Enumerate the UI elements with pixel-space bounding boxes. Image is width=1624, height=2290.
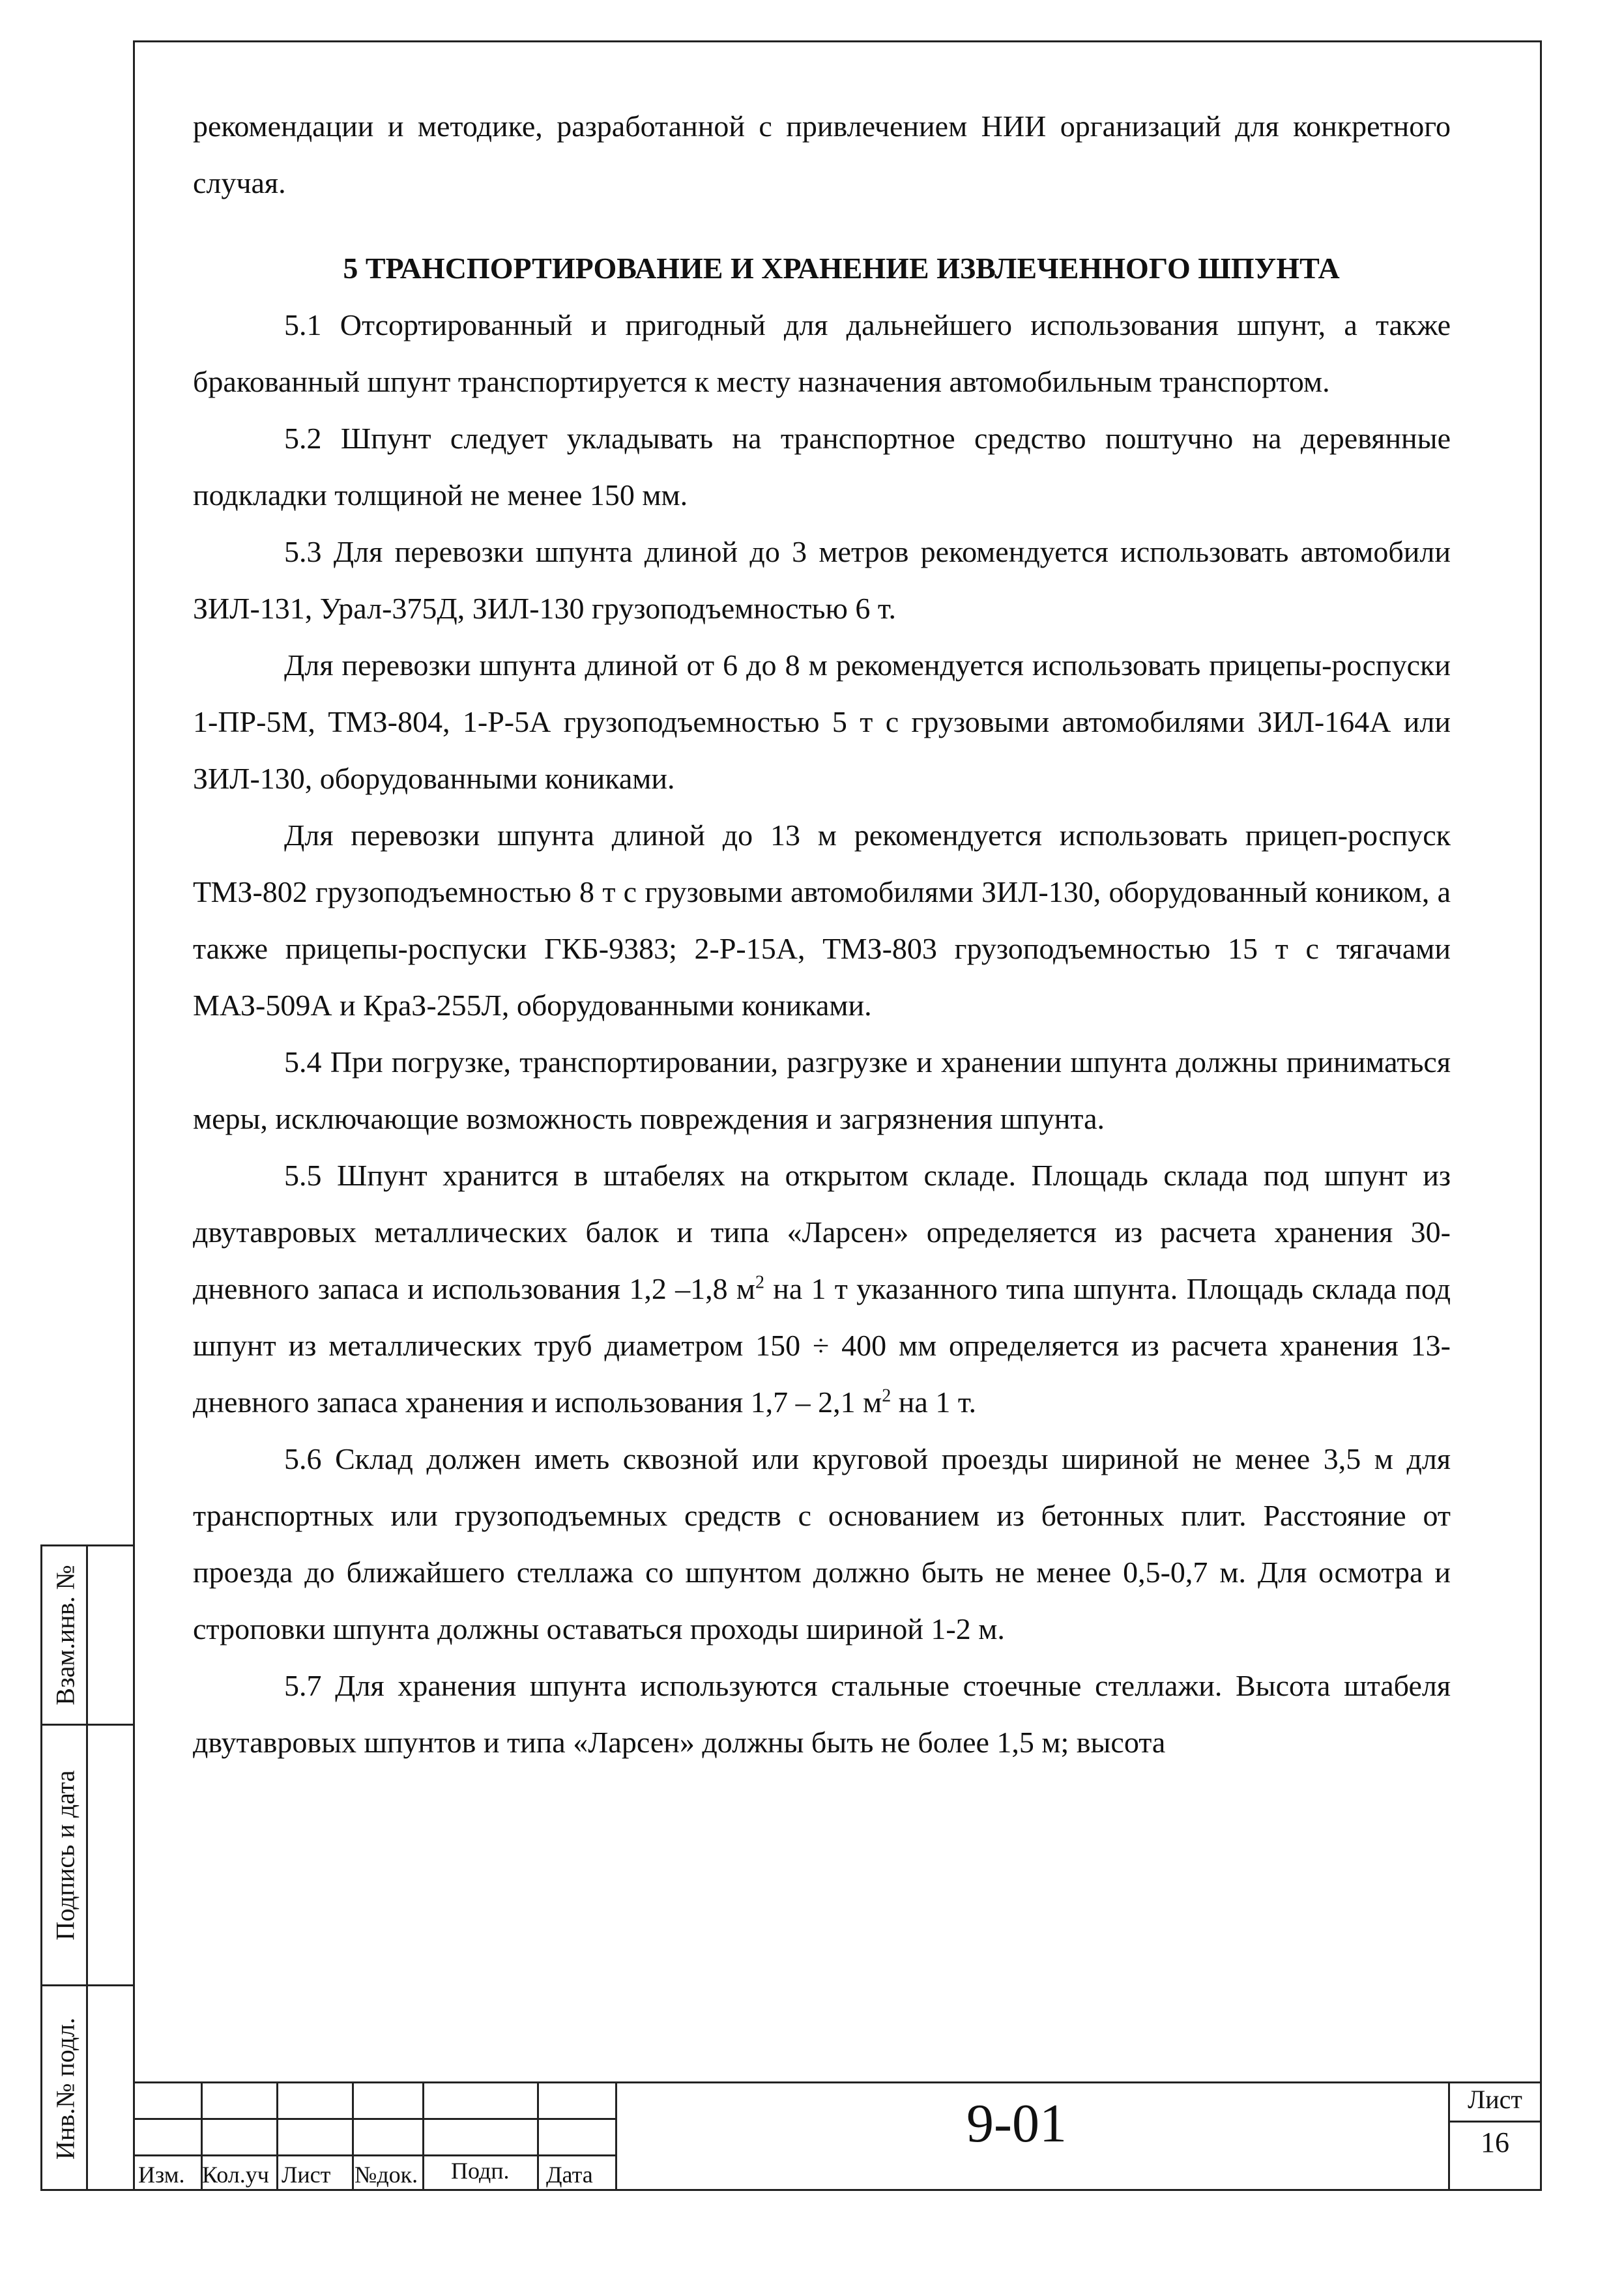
side-cell-inv-vzam (42, 1546, 135, 1724)
document-body (193, 98, 1451, 1771)
paragraph-trailers-13m: Для перевозки шпунта длиной до 13 м рекомендуется использовать прицеп-роспуск ТМЗ-802 грузоподъемностью 8 т с грузовыми автомобилями ЗИЛ-130, оборудованный коником, а также прицепы-роспуски ГКБ-9383; 2-Р-15А, ТМЗ-803 грузоподъемностью 15 т с тягачами МАЗ-509А и КраЗ-255Л, оборудованными кониками. (193, 819, 1451, 1022)
paragraph-5-7: 5.7 Для хранения шпунта используются стальные стоечные стеллажи. Высота штабеля двутавровых шпунтов и типа «Ларсен» должны быть не более 1,5 м; высота (193, 1669, 1451, 1759)
paragraph-5-5-part-3: на 1 т. (891, 1385, 976, 1419)
list-label: Лист (282, 2162, 331, 2188)
side-cell-signature (42, 1726, 135, 1984)
paragraph-5-6: 5.6 Склад должен иметь сквозной или круговой проезды шириной не менее 3,5 м для транспортных или грузоподъемных средств с основанием из бетонных плит. Расстояние от проезда до ближайшего стеллажа со шпунтом должно быть не менее 0,5-0,7 м. Для осмотра и строповки шпунта должны оставаться проходы шириной 1-2 м. (193, 1442, 1451, 1645)
n-dok-label: №док. (355, 2162, 418, 2188)
side-stamp (40, 1544, 133, 2191)
kol-uch-label: Кол.уч (202, 2162, 269, 2188)
document-code: 9-01 (966, 2093, 1067, 2154)
paragraph-continued: рекомендации и методике, разработанной с привлечением НИИ организаций для конкретного случая. (193, 109, 1451, 199)
paragraph-5-5-part-2: на 1 т указанного типа шпунта. Площадь склада под шпунт из металлических труб диаметром 150 ÷ 400 мм определяется из расчета хранения 13-дневного запаса хранения и использования 1,7 – 2,1 м (193, 1272, 1451, 1419)
paragraph-5-1: 5.1 Отсортированный и пригодный для дальнейшего использования шпунт, а также бракованный шпунт транспортируется к месту назначения автомобильным транспортом. (193, 308, 1451, 398)
izm-label: Изм. (138, 2162, 185, 2188)
superscript-2: 2 (882, 1385, 892, 1406)
paragraph-5-2: 5.2 Шпунт следует укладывать на транспортное средство поштучно на деревянные подкладки толщиной не менее 150 мм. (193, 422, 1451, 512)
title-block (133, 2081, 1542, 2191)
paragraph-5-3: 5.3 Для перевозки шпунта длиной до 3 метров рекомендуется использовать автомобили ЗИЛ-131, Урал-375Д, ЗИЛ-130 грузоподъемностью 6 т. (193, 535, 1451, 625)
section-heading: 5 ТРАНСПОРТИРОВАНИЕ И ХРАНЕНИЕ ИЗВЛЕЧЕННОГО ШПУНТА (343, 252, 1340, 285)
paragraph-5-5-part-1: 5.5 Шпунт хранится в штабелях на открытом складе. Площадь склада под шпунт из двутавровых металлических балок и типа «Ларсен» определяется из расчета хранения 30-дневного запаса и использования 1,2 –1,8 м (193, 1159, 1451, 1305)
side-cell-inv-podl (42, 1986, 135, 2191)
signature-date-label: Подпись и дата (50, 1769, 80, 1941)
paragraph-5-4: 5.4 При погрузке, транспортировании, разгрузке и хранении шпунта должны приниматься меры, исключающие возможность повреждения и загрязнения шпунта. (193, 1045, 1451, 1135)
podp-label: Подп. (451, 2158, 510, 2184)
inv-vzam-label: Взам.инв. № (50, 1565, 80, 1705)
sheet-label: Лист (1468, 2085, 1522, 2114)
superscript-2: 2 (755, 1272, 764, 1293)
paragraph-trailers-6-8m: Для перевозки шпунта длиной от 6 до 8 м рекомендуется использовать прицепы-роспуски 1-ПР-5М, ТМЗ-804, 1-Р-5А грузоподъемностью 5 т с грузовыми автомобилями ЗИЛ-164А или ЗИЛ-130, оборудованными кониками. (193, 648, 1451, 795)
data-label: Дата (546, 2162, 593, 2188)
inv-podl-label: Инв.№ подл. (50, 2018, 80, 2160)
paragraph-5-5 (193, 1147, 1451, 1430)
sheet-number: 16 (1481, 2126, 1509, 2158)
